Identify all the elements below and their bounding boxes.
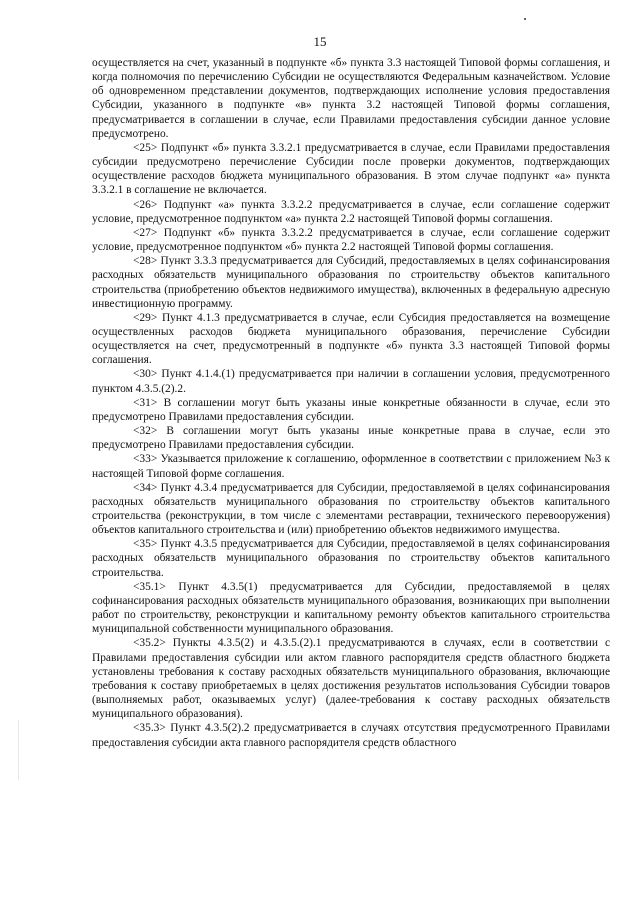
footnote-34: <34> Пункт 4.3.4 предусматривается для Субсидии, предоставляемой в целях софинансирования расходных обязательств муниципального образования по строительству объектов капитального строительства (реконструкции, в том числе с элементами реставрации, технического перевооружения) объектов капитального строительства и (или) приобретению объектов недвижимого имущества. [92, 481, 610, 537]
footnote-35: <35> Пункт 4.3.5 предусматривается для Субсидии, предоставляемой в целях софинансирования расходных обязательств муниципального образования по строительству объектов капитального строительства. [92, 538, 610, 579]
page-number: 15 [313, 34, 327, 49]
footnote-26: <26> Подпункт «а» пункта 3.3.2.2 предусматривается в случае, если соглашение содержит условие, предусмотренное подпунктом «а» пункта 2.2 настоящей Типовой формы соглашения. [92, 198, 610, 225]
footnote-25: <25> Подпункт «б» пункта 3.3.2.1 предусматривается в случае, если Правилами предоставления субсидии предусмотрено перечисление Субсидии после проверки документов, подтверждающих осуществление расходов бюджета муниципального образования. В этом случае подпункт «а» пункта 3.3.2.1 в соглашение не включается. [92, 141, 610, 197]
footnote-32: <32> В соглашении могут быть указаны иные конкретные права в случае, если это предусмотрено Правилами предоставления субсидии. [92, 425, 610, 452]
footnote-35-2: <35.2> Пункты 4.3.5(2) и 4.3.5.(2).1 предусматриваются в случаях, если в соответствии с Правилами предоставления субсидии или актом главного распорядителя средств областного бюджета установлены требования к составу расходных обязательств муниципального образования, включающие требования к составу приобретаемых в целях достижения результатов использования Субсидии товаров (выполняемых работ, оказываемых услуг) (далее-требования к составу расходных обязательств муниципального образования). [92, 637, 610, 721]
footnote-33: <33> Указывается приложение к соглашению, оформленное в соответствии с приложением №3 к настоящей Типовой форме соглашения. [92, 453, 610, 480]
footnote-31: <31> В соглашении могут быть указаны иные конкретные обязанности в случае, если это предусмотрено Правилами предоставления субсидии. [92, 396, 610, 423]
footnote-35-3: <35.3> Пункт 4.3.5(2).2 предусматривается в случаях отсутствия предусмотренного Правилами предоставления субсидии акта главного распорядителя средств областного [92, 722, 610, 749]
footnote-27: <27> Подпункт «б» пункта 3.3.2.2 предусматривается в случае, если соглашение содержит условие, предусмотренное подпунктом «б» пункта 2.2 настоящей Типовой формы соглашения. [92, 226, 610, 254]
scan-dot [524, 18, 526, 20]
scan-artifact [18, 720, 19, 780]
footnote-28: <28> Пункт 3.3.3 предусматривается для Субсидий, предоставляемых в целях софинансирования расходных обязательств муниципального образования по строительству объектов капитального строительства (приобретению объектов недвижимого имущества), включенных в федеральную адресную инвестиционную программу. [92, 255, 610, 310]
document-body [92, 56, 610, 750]
footnote-29: <29> Пункт 4.1.3 предусматривается в случае, если Субсидия предоставляется на возмещение осуществленных расходов бюджета муниципального образования, перечисление Субсидии осуществляется на счет, предусмотренный в подпункте «б» пункта 3.3 настоящей Типовой формы соглашения. [92, 311, 610, 367]
footnote-35-1: <35.1> Пункт 4.3.5(1) предусматривается для Субсидии, предоставляемой в целях софинансирования расходных обязательств муниципального образования, возникающих при выполнении работ по строительству, реконструкции и капитальному ремонту объектов капитального строительства муниципальной собственности муниципального образования. [92, 580, 610, 636]
paragraph-continuation: осуществляется на счет, указанный в подпункте «б» пункта 3.3 настоящей Типовой формы соглашения, и когда полномочия по перечислению Субсидии не осуществляются Федеральным казначейством. Условие об одновременном представлении документов, подтверждающих исполнение условия предоставления Субсидии, указанного в подпункте «в» пункта 3.2 настоящей Типовой формы соглашения, предусматривается в соглашении в случае, если Правилами предоставления субсидии данное условие предусмотрено. [92, 57, 610, 140]
footnote-30: <30> Пункт 4.1.4.(1) предусматривается при наличии в соглашении условия, предусмотренного пунктом 4.3.5.(2).2. [92, 368, 610, 395]
